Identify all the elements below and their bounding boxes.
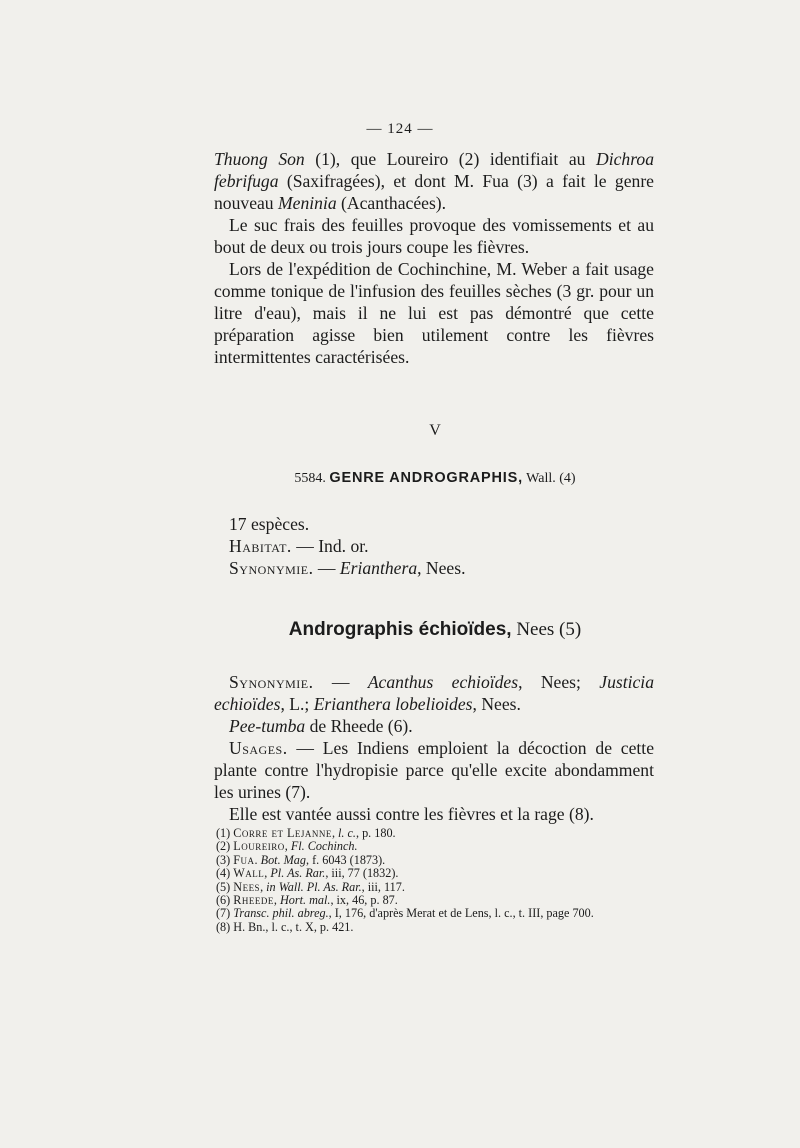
pee-tumba-line xyxy=(214,715,654,737)
plant-name: Thuong Son xyxy=(214,149,305,169)
text-run: , xyxy=(260,879,267,894)
note-work: Fl. Cochinch. xyxy=(290,839,358,854)
footnote xyxy=(216,921,666,934)
genus-title: GENRE ANDROGRAPHIS, xyxy=(329,470,523,486)
note-work: Pl. As. Rar. xyxy=(270,866,326,881)
synonym-name: Acanthus echioïdes xyxy=(367,672,519,692)
usages-paragraph xyxy=(214,737,654,803)
genus-heading xyxy=(0,470,800,487)
top-text xyxy=(214,148,654,368)
vernacular-name: Pee-tumba xyxy=(229,716,306,736)
text-run: (Acanthacées). xyxy=(336,193,447,213)
habitat-value: — Ind. or. xyxy=(291,536,369,556)
species-synonymy xyxy=(214,671,654,715)
note-work: in Wall. Pl. As. Rar. xyxy=(266,879,362,894)
text-run: , f. 6043 (1873). xyxy=(306,852,386,867)
note-author: Fua xyxy=(233,852,255,867)
text-run: , iii, 77 (1832). xyxy=(325,866,399,881)
text-run: . xyxy=(254,852,261,867)
note-num: (1) xyxy=(216,826,234,840)
footnote xyxy=(216,840,666,853)
footnote xyxy=(216,907,666,920)
footnotes xyxy=(216,827,666,934)
synonymy-label: Synonymie. xyxy=(229,672,314,692)
text-run: — xyxy=(313,672,368,692)
synonymy-label: Synonymie. xyxy=(229,558,314,578)
habitat-line xyxy=(214,535,654,557)
section-numeral: V xyxy=(429,422,441,439)
text-run: , xyxy=(284,839,291,854)
text-run: — xyxy=(313,558,340,578)
text-run: , Nees. xyxy=(472,694,521,714)
note-author: Loureiro xyxy=(233,839,285,854)
text-run: de Rheede (6). xyxy=(305,716,413,736)
genus-number: 5584. xyxy=(294,471,326,486)
species-count: 17 espèces. xyxy=(229,514,310,534)
text-run: (1), que Loureiro (2) identifiait au xyxy=(304,149,596,169)
note-work: Transc. phil. abreg. xyxy=(233,906,329,921)
species-author: Nees (5) xyxy=(511,619,582,640)
genus-info xyxy=(214,513,654,579)
text-run: , I, 176, d'après Merat et de Lens, l. c., t. III, page 700. xyxy=(328,906,594,921)
synonym-name: Justicia echioïdes xyxy=(214,672,654,714)
text-run: , xyxy=(264,866,271,881)
page-number: — 124 — xyxy=(366,121,434,137)
footnote xyxy=(216,827,666,840)
paragraph-expedition: Lors de l'expédition de Cochinchine, M. Weber a fait usage comme tonique de l'infusion des feuilles sèches (3 gr. pour un litre d'eau), mais il ne lui est pas démontré que cette préparation agisse bien utilement contre les fièvres intermittentes caractérisées. xyxy=(214,259,654,367)
text-run: , xyxy=(273,893,280,908)
footnote xyxy=(216,881,666,894)
genus-author: Wall. (4) xyxy=(526,471,576,486)
usages-label: Usages. xyxy=(229,738,288,758)
text-run: , Nees; xyxy=(518,672,600,692)
text-run: (Saxifragées), et dont M. Fua (3) a fait le genre nouveau xyxy=(214,171,654,213)
species-name: Andrographis échioïdes, xyxy=(288,619,512,640)
note-num: (5) xyxy=(216,879,234,894)
species-heading xyxy=(0,619,800,641)
footnote xyxy=(216,854,666,867)
paragraph-thuong-son xyxy=(214,148,654,214)
species-text xyxy=(214,671,654,825)
note-work: Hort. mal. xyxy=(279,893,331,908)
text-run: , xyxy=(331,826,339,840)
text-run: H. Bn., l. c., t. X, p. 421. xyxy=(233,919,354,934)
note-num: (8) xyxy=(216,919,234,934)
note-author: Rheede xyxy=(233,893,274,908)
note-num: (7) xyxy=(216,906,234,921)
usages-text: — Les Indiens emploient la décoction de cette plante contre l'hydropisie parce qu'elle excite abondamment les urines (7). xyxy=(214,738,654,802)
synonym-name: Erianthera xyxy=(339,558,418,578)
note-author: Wall xyxy=(233,866,265,881)
note-author: Corre et Lejanne xyxy=(233,826,332,840)
footnote xyxy=(216,894,666,907)
paragraph-rage: Elle est vantée aussi contre les fièvres et la rage (8). xyxy=(229,804,594,824)
footnote xyxy=(216,867,666,880)
genus-name: Meninia xyxy=(278,193,337,213)
paragraph-suc-frais: Le suc frais des feuilles provoque des vomissements et au bout de deux ou trois jours coupe les fièvres. xyxy=(214,215,654,257)
note-num: (3) xyxy=(216,852,234,867)
note-work: Bot. Mag xyxy=(260,852,306,867)
note-work: l. c. xyxy=(338,826,356,840)
synonym-name: Erianthera lobelioides xyxy=(313,694,473,714)
text-run: , Nees. xyxy=(417,558,466,578)
note-num: (4) xyxy=(216,866,234,881)
plant-name: Dichroa febrifuga xyxy=(214,149,654,191)
text-run: , ix, 46, p. 87. xyxy=(330,893,398,908)
text-run: , L.; xyxy=(280,694,314,714)
text-run: , p. 180. xyxy=(355,826,396,840)
note-author: Nees xyxy=(233,879,261,894)
note-num: (2) xyxy=(216,839,234,854)
note-num: (6) xyxy=(216,893,234,908)
text-run: , iii, 117. xyxy=(361,879,405,894)
synonymy-line xyxy=(214,557,654,579)
habitat-label: Habitat. xyxy=(229,536,292,556)
